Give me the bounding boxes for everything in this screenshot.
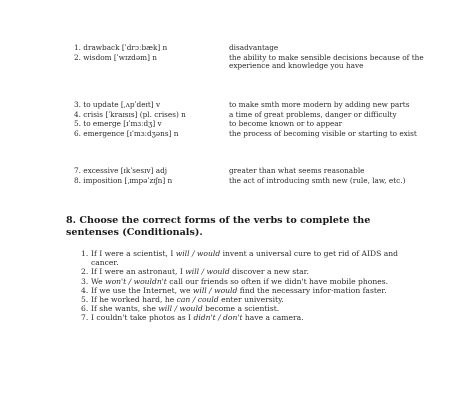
vocab-definition: greater than what seems reasonable bbox=[229, 166, 365, 175]
vocabulary-group-b bbox=[74, 101, 454, 139]
vocab-row bbox=[74, 120, 454, 129]
sentence-number: 4. bbox=[81, 285, 89, 295]
sentence-text bbox=[91, 267, 411, 276]
vocab-term: 8. imposition [ˌɪmpəˈzɪʃn] n bbox=[74, 175, 173, 185]
vocab-term: 2. wisdom [ˈwɪzdəm] n bbox=[74, 52, 157, 62]
sentence-item bbox=[81, 277, 411, 286]
vocab-term: 6. emergence [ɪˈmɜːdʒəns] n bbox=[74, 128, 179, 138]
vocab-definition: the ability to make sensible decisions because of the experience and knowledge you have bbox=[229, 52, 424, 71]
task-heading: 8. Choose the correct forms of the verbs to complete the sentenses (Conditionals). bbox=[66, 215, 371, 238]
verb-choice: will / would bbox=[158, 304, 203, 314]
vocab-row bbox=[74, 111, 454, 120]
sentence-after: invent a universal cure to get rid of AIDS and cancer. bbox=[91, 249, 399, 268]
sentence-text bbox=[91, 286, 411, 295]
sentence-text bbox=[91, 295, 411, 304]
vocab-term: 3. to update [ˌʌpˈdeɪt] v bbox=[74, 100, 161, 109]
verb-choice: didn't / don't bbox=[193, 313, 243, 323]
verb-choice: will / would bbox=[175, 249, 221, 258]
sentence-before: If he worked hard, he bbox=[91, 295, 177, 305]
sentence-item bbox=[81, 295, 411, 304]
verb-choice: will / would bbox=[192, 285, 238, 295]
vocab-row bbox=[74, 101, 454, 110]
vocabulary-group-a bbox=[74, 44, 454, 72]
vocab-term: 4. crisis [ˈkraɪsɪs] (pl. crises) n bbox=[74, 109, 186, 119]
vocab-definition: the act of introducing smth new (rule, law, etc.) bbox=[229, 175, 406, 185]
sentence-item bbox=[81, 249, 411, 267]
sentence-before: We bbox=[91, 276, 106, 286]
sentence-before: I couldn't take photos as I bbox=[91, 313, 194, 323]
vocab-definition: a time of great problems, danger or difficulty bbox=[229, 109, 397, 119]
sentence-item bbox=[81, 304, 411, 313]
vocab-row bbox=[74, 130, 454, 139]
verb-choice: won't / wouldn't bbox=[105, 276, 167, 286]
sentence-before: If I were an astronaut, I bbox=[91, 267, 186, 277]
sentence-before: If I were a scientist, I bbox=[91, 249, 176, 258]
sentence-item bbox=[81, 286, 411, 295]
sentence-text bbox=[91, 249, 411, 267]
vocab-definition: disadvantage bbox=[229, 43, 279, 52]
vocab-definition: to make smth more modern by adding new parts bbox=[229, 100, 410, 109]
vocab-row bbox=[74, 44, 454, 53]
vocab-definition: the process of becoming visible or starting to exist bbox=[229, 128, 417, 138]
sentence-before: If she wants, she bbox=[91, 304, 159, 314]
sentence-after: enter university. bbox=[218, 295, 284, 305]
sentence-number: 5. bbox=[81, 295, 89, 305]
vocab-term: 5. to emerge [ɪˈmɜːdʒ] v bbox=[74, 119, 162, 129]
sentence-item bbox=[81, 313, 411, 322]
vocab-term: 7. excessive [ɪkˈsesɪv] adj bbox=[74, 166, 168, 175]
vocab-row bbox=[74, 167, 454, 176]
sentence-after: become a scientist. bbox=[202, 304, 280, 314]
vocab-row bbox=[74, 54, 454, 71]
sentence-text bbox=[91, 277, 411, 286]
sentence-number: 2. bbox=[81, 267, 89, 277]
sentence-before: If we use the Internet, we bbox=[91, 285, 193, 295]
sentence-after: find the necessary infor-mation faster. bbox=[237, 285, 387, 295]
vocab-term: 1. drawback [ˈdrɔːbæk] n bbox=[74, 43, 168, 52]
sentence-after: call our friends so often if we didn't have mobile phones. bbox=[166, 276, 389, 286]
sentence-item bbox=[81, 267, 411, 276]
sentence-number: 7. bbox=[81, 313, 89, 323]
verb-choice: can / could bbox=[176, 295, 219, 305]
vocab-row bbox=[74, 177, 454, 186]
vocab-definition: to become known or to appear bbox=[229, 119, 343, 129]
sentence-text bbox=[91, 304, 411, 313]
sentence-after: have a camera. bbox=[242, 313, 304, 323]
sentence-number: 1. bbox=[81, 249, 89, 258]
sentence-number: 3. bbox=[81, 276, 89, 286]
sentence-after: discover a new star. bbox=[229, 267, 309, 277]
vocabulary-group-c bbox=[74, 167, 454, 186]
sentence-text bbox=[91, 313, 411, 322]
verb-choice: will / would bbox=[185, 267, 230, 277]
sentence-number: 6. bbox=[81, 304, 89, 314]
sentence-list bbox=[81, 249, 411, 323]
